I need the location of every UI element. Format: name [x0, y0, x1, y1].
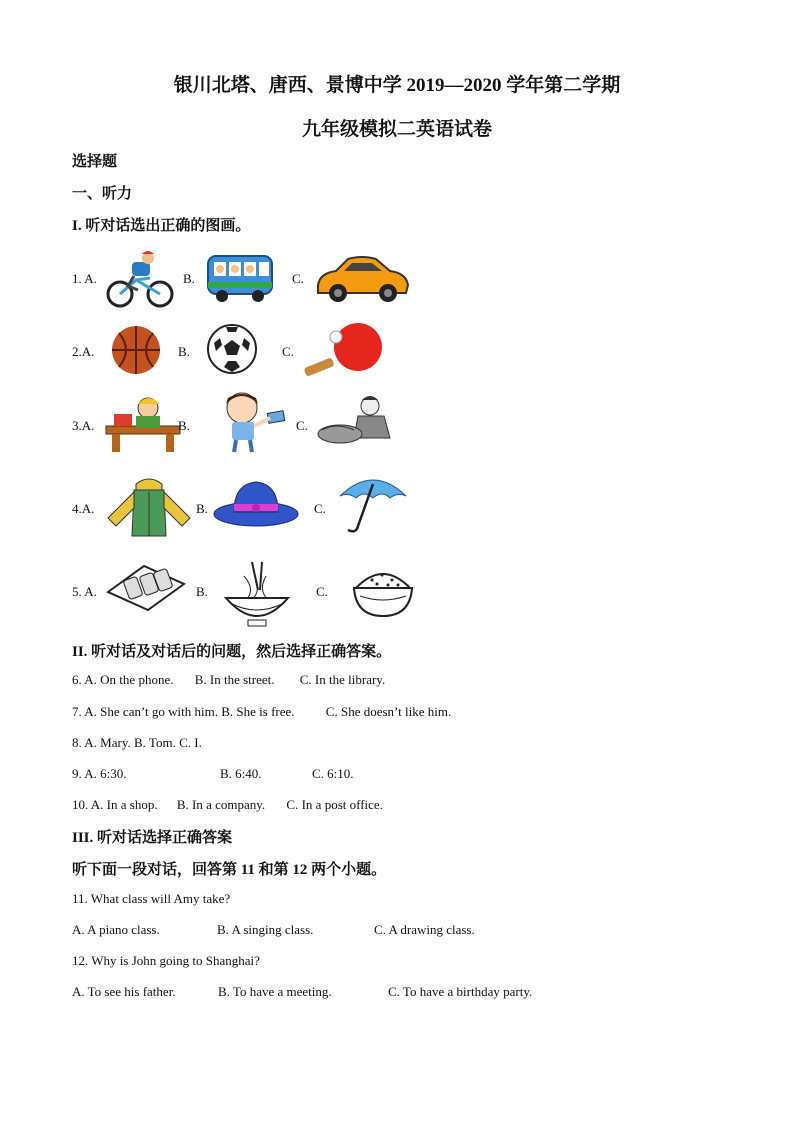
row5-a-label: 5. A.: [72, 584, 97, 599]
section3-heading: III. 听对话选择正确答案: [72, 830, 233, 846]
question-9-a: 9. A. 6:30.: [72, 766, 127, 781]
ping-pong-paddle-icon: [300, 323, 386, 382]
question-10-a: 10. A. In a shop.: [72, 797, 158, 812]
row2-c-label: C.: [282, 344, 294, 359]
question-11-b: B. A singing class.: [217, 922, 314, 937]
row5-b-label: B.: [196, 584, 208, 599]
question-6: [72, 672, 385, 688]
question-7-c: C. She doesn’t like him.: [325, 704, 452, 719]
soccer-ball-icon: [206, 323, 258, 380]
section2-heading: II. 听对话及对话后的问题，然后选择正确答案。: [72, 644, 392, 660]
question-7: [72, 704, 451, 720]
question-12-c: C. To have a birthday party.: [388, 984, 533, 999]
basketball-icon: [111, 323, 161, 382]
question-8: [72, 735, 202, 751]
question-10-c: C. In a post office.: [286, 797, 383, 812]
question-10-b: B. In a company.: [176, 797, 266, 812]
jacket-icon: [104, 478, 194, 543]
boy-at-desk-icon: [104, 396, 182, 459]
row1-b-label: B.: [183, 271, 195, 286]
page-title: 银川北塔、唐西、景博中学 2019—2020 学年第二学期: [173, 75, 621, 96]
row2-a-label: 2.A.: [72, 344, 95, 359]
girl-with-card-icon: [206, 390, 298, 459]
question-6-c: C. In the library.: [299, 672, 386, 687]
row4-a-label: 4.A.: [72, 501, 95, 516]
hat-icon: [212, 478, 300, 533]
row2-b-label: B.: [178, 344, 190, 359]
noodles-icon: [222, 560, 292, 637]
row3-a-label: 3.A.: [72, 418, 95, 433]
part1-heading: 一、听力: [72, 186, 133, 202]
question-12: 12. Why is John going to Shanghai?: [72, 953, 260, 968]
section-choice: 选择题: [72, 154, 118, 170]
row3-b-label: B.: [178, 418, 190, 433]
question-12-b: B. To have a meeting.: [218, 984, 332, 999]
row3-c-label: C.: [296, 418, 308, 433]
question-11-c: C. A drawing class.: [374, 922, 475, 937]
umbrella-icon: [338, 474, 408, 541]
question-11: 11. What class will Amy take?: [72, 891, 231, 906]
question-11-a: A. A piano class.: [72, 922, 160, 937]
question-7-ab: 7. A. She can’t go with him. B. She is free.: [72, 704, 295, 719]
row4-b-label: B.: [196, 501, 208, 516]
row5-c-label: C.: [316, 584, 328, 599]
question-9: [72, 766, 354, 782]
section3-subheading: 听下面一段对话，回答第 11 和第 12 两个小题。: [72, 862, 387, 878]
man-with-shoes-icon: [314, 394, 406, 451]
question-9-b: B. 6:40.: [220, 766, 262, 781]
row4-c-label: C.: [314, 501, 326, 516]
question-6-b: B. In the street.: [194, 672, 275, 687]
question-6-a: 6. A. On the phone.: [72, 672, 174, 687]
bread-icon: [104, 562, 186, 617]
rice-bowl-icon: [352, 566, 414, 623]
row1-c-label: C.: [292, 271, 304, 286]
question-9-c: C. 6:10.: [312, 766, 354, 781]
car-icon: [314, 255, 410, 310]
cyclist-icon: [104, 250, 176, 315]
bus-icon: [206, 252, 274, 309]
question-12-a: A. To see his father.: [72, 984, 176, 999]
question-10: [72, 797, 383, 813]
row1-a-label: 1. A.: [72, 271, 97, 286]
page-subtitle: 九年级模拟二英语试卷: [301, 119, 492, 140]
section1-heading: I. 听对话选出正确的图画。: [72, 218, 251, 234]
question-8-options: 8. A. Mary. B. Tom. C. I.: [72, 735, 202, 750]
